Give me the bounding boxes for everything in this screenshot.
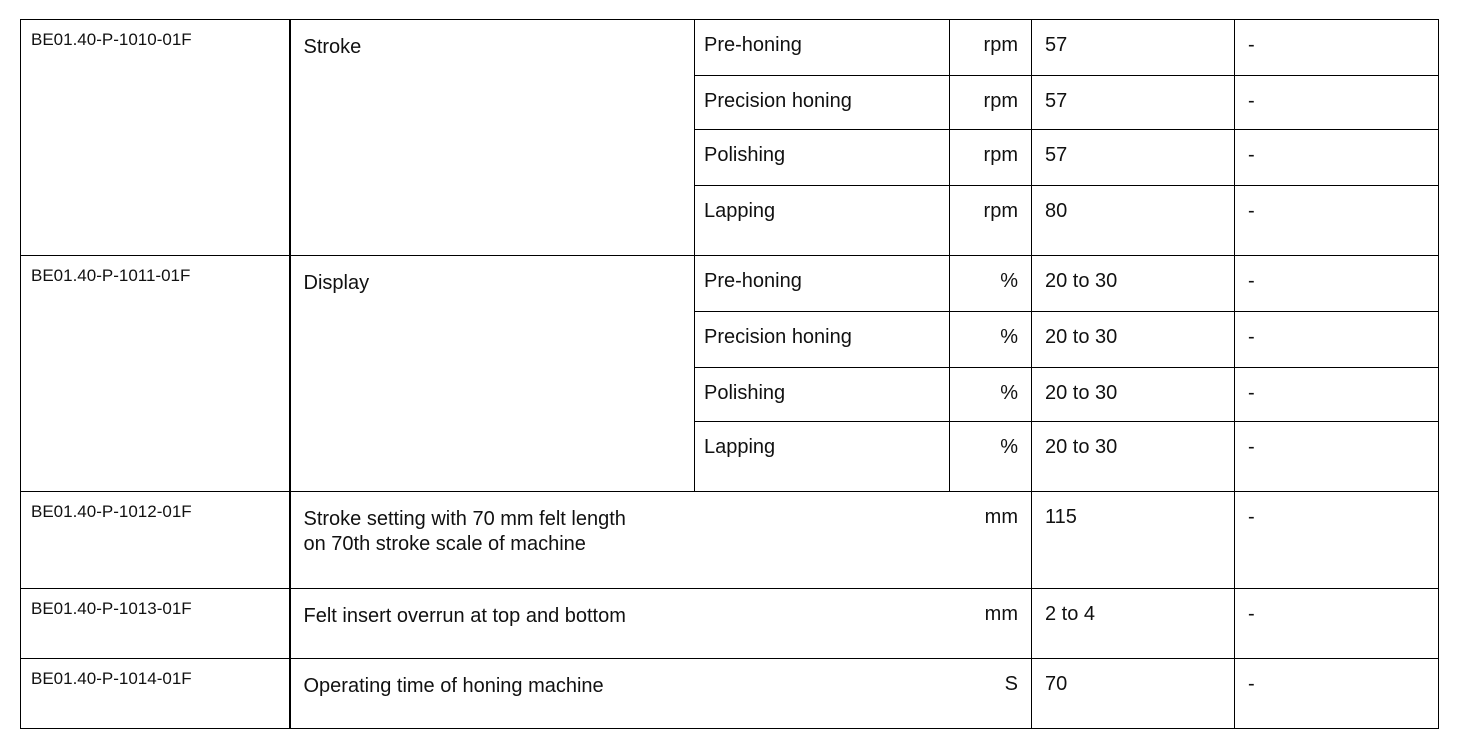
tolerance: -: [1235, 256, 1439, 312]
tolerance: -: [1235, 422, 1439, 492]
unit: %: [950, 422, 1032, 492]
spec-description: Felt insert overrun at top and bottom: [290, 589, 950, 659]
value: 2 to 4: [1032, 589, 1235, 659]
unit: %: [950, 256, 1032, 312]
description-line: on 70th stroke scale of machine: [303, 533, 586, 555]
process-name: Polishing: [695, 368, 950, 422]
tolerance: -: [1235, 368, 1439, 422]
value: 115: [1032, 492, 1235, 589]
tolerance: -: [1235, 130, 1439, 186]
value: 20 to 30: [1032, 312, 1235, 368]
unit: S: [950, 659, 1032, 729]
tolerance: -: [1235, 186, 1439, 256]
unit: %: [950, 312, 1032, 368]
value: 57: [1032, 20, 1235, 76]
unit: %: [950, 368, 1032, 422]
value: 80: [1032, 186, 1235, 256]
spec-description: Display: [290, 256, 695, 492]
specification-table: [20, 19, 1439, 729]
spec-description: Stroke: [290, 20, 695, 256]
spec-code: BE01.40-P-1013-01F: [21, 589, 290, 659]
value: 57: [1032, 76, 1235, 130]
table-row: [21, 492, 1439, 589]
spec-code: BE01.40-P-1012-01F: [21, 492, 290, 589]
tolerance: -: [1235, 589, 1439, 659]
table-row: [21, 256, 1439, 312]
tolerance: -: [1235, 20, 1439, 76]
unit: rpm: [950, 20, 1032, 76]
value: 70: [1032, 659, 1235, 729]
unit: rpm: [950, 76, 1032, 130]
process-name: Precision honing: [695, 76, 950, 130]
spec-code: BE01.40-P-1014-01F: [21, 659, 290, 729]
process-name: Lapping: [695, 186, 950, 256]
table-row: [21, 20, 1439, 76]
value: 57: [1032, 130, 1235, 186]
table-row: [21, 659, 1439, 729]
table-row: [21, 589, 1439, 659]
tolerance: -: [1235, 492, 1439, 589]
value: 20 to 30: [1032, 256, 1235, 312]
value: 20 to 30: [1032, 422, 1235, 492]
process-name: Pre-honing: [695, 256, 950, 312]
spec-description: Operating time of honing machine: [290, 659, 950, 729]
process-name: Pre-honing: [695, 20, 950, 76]
tolerance: -: [1235, 312, 1439, 368]
tolerance: -: [1235, 76, 1439, 130]
unit: rpm: [950, 186, 1032, 256]
value: 20 to 30: [1032, 368, 1235, 422]
process-name: Precision honing: [695, 312, 950, 368]
unit: rpm: [950, 130, 1032, 186]
spec-code: BE01.40-P-1011-01F: [21, 256, 290, 492]
unit: mm: [950, 589, 1032, 659]
spec-description: [290, 492, 950, 589]
process-name: Lapping: [695, 422, 950, 492]
process-name: Polishing: [695, 130, 950, 186]
unit: mm: [950, 492, 1032, 589]
description-line: Stroke setting with 70 mm felt length: [303, 508, 626, 530]
tolerance: -: [1235, 659, 1439, 729]
spec-code: BE01.40-P-1010-01F: [21, 20, 290, 256]
